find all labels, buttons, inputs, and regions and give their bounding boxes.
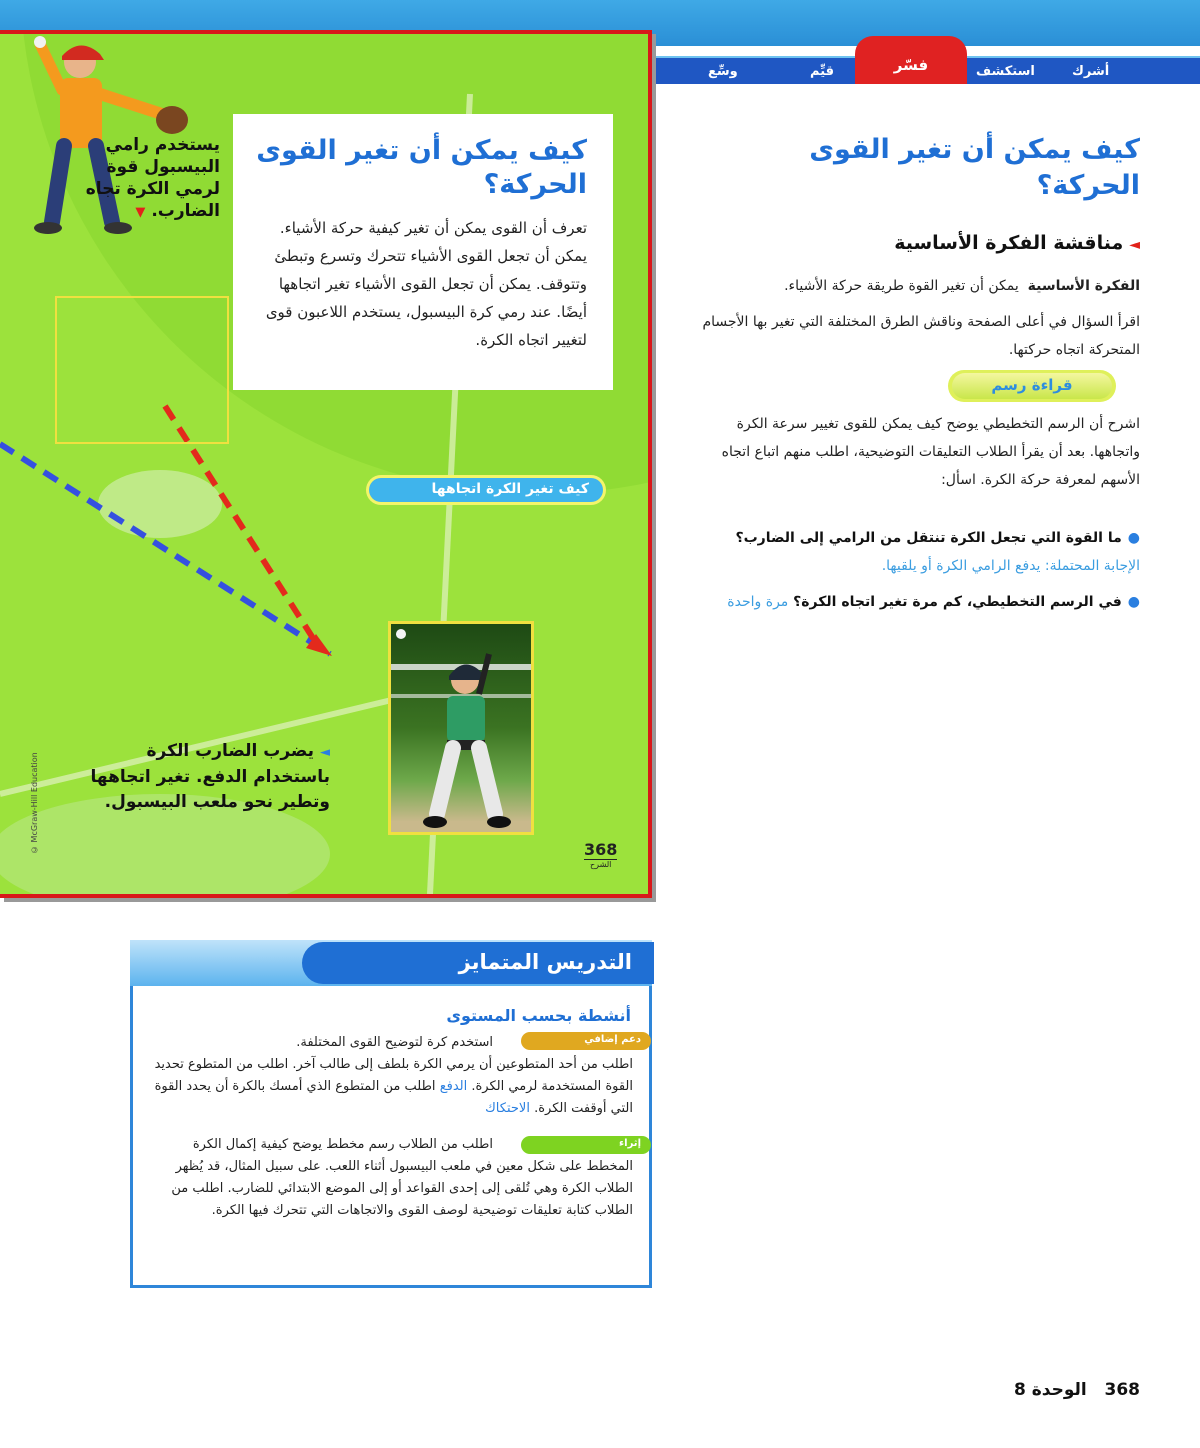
reading-diagram-pill: قراءة رسم <box>948 370 1116 402</box>
instruction-text: اقرأ السؤال في أعلى الصفحة وناقش الطرق المختلفة التي تغير بها الأجسام المتحركة اتجاه حركتها. <box>702 314 1140 358</box>
keyword-push: الدفع <box>439 1079 468 1094</box>
pitcher-photo-frame <box>55 296 229 444</box>
question-2: ●في الرسم التخطيطي، كم مرة تغير اتجاه الكرة؟ مرة واحدة <box>727 594 1140 610</box>
question-1: ●ما القوة التي تجعل الكرة تنتقل من الرامي إلى الضارب؟ الإجابة المحتملة: يدفع الرامي الكرة أو يلقيها. <box>735 530 1140 574</box>
caption-pointer-icon: ◄ <box>320 745 330 760</box>
bullet-icon: ● <box>1127 594 1140 610</box>
level-tag-extra-support: دعم إضافي <box>521 1032 651 1050</box>
nav-item-explore[interactable]: استكشف <box>976 64 1035 79</box>
section-arrow-icon: ◄ <box>1129 237 1140 253</box>
box-header-tab: التدريس المتمايز <box>302 942 654 984</box>
baseball-field-illustration <box>0 34 648 894</box>
levels-subheading: أنشطة بحسب المستوى <box>446 1006 631 1025</box>
keyword-friction: الاحتكاك <box>485 1101 530 1116</box>
student-page-number: 368 الشرح <box>584 840 618 869</box>
caption-arrow-icon: ▼ <box>135 205 146 220</box>
box-header <box>130 940 652 986</box>
level1-lead: استخدم كرة لتوضيح القوى المختلفة. <box>296 1035 493 1050</box>
batter-figure <box>391 624 534 835</box>
answer-1: الإجابة المحتملة: يدفع الرامي الكرة أو يلقيها. <box>881 558 1140 574</box>
section-heading: ◄مناقشة الفكرة الأساسية <box>894 232 1140 254</box>
student-page <box>0 30 652 898</box>
pitcher-caption: يستخدم رامي البيسبول قوة لرمي الكرة تجاه الضارب. ▼ <box>85 135 220 221</box>
page-footer: 368 الوحدة 8 <box>1013 1380 1140 1400</box>
main-idea: الفكرة الأساسية يمكن أن تغير القوة طريقة حركة الأشياء. <box>784 278 1140 294</box>
answer-2: مرة واحدة <box>727 594 789 610</box>
nav-item-evaluate[interactable]: قيِّم <box>810 64 835 79</box>
batter-caption: ◄ يضرب الضارب الكرة باستخدام الدفع. تغير اتجاهها وتطير نحو ملعب البيسبول. <box>90 741 330 812</box>
lesson-text-box <box>233 114 613 390</box>
teacher-title: كيف يمكن أن تغير القوى الحركة؟ <box>809 134 1140 201</box>
level1-text: اطلب من أحد المتطوعين أن يرمي الكرة بلطف إلى طالب آخر. اطلب من المتطوع تحديد القوة المستخدمة لرمي الكرة. الدفع اطلب من المتطوع الذي أمسك بالكرة أن يحدد القوة التي أوقفت الكرة. الاحتكاك <box>154 1057 633 1116</box>
level2-text: اطلب من الطلاب رسم مخطط يوضح كيفية إكمال الكرة المخطط على شكل معين في ملعب البيسبول أثناء اللعب. على سبيل المثال، قد يُظهر الطلاب الكرة وهي تُلقى إلى إحدى القواعد أو إلى الموضع الابتدائي للضارب. اطلب من الطلاب كتابة تعليقات توضيحية لوصف القوى والاتجاهات التي تتحرك فيها الكرة. <box>171 1137 633 1218</box>
copyright-credit: © McGraw-Hill Education <box>30 752 39 854</box>
diagram-caption-pill: كيف تغير الكرة اتجاهها <box>366 475 606 505</box>
nav-item-engage[interactable]: أشرك <box>1072 64 1110 79</box>
reading-text: اشرح أن الرسم التخطيطي يوضح كيف يمكن للقوى تغيير سرعة الكرة واتجاهها. بعد أن يقرأ الطلاب التعليقات التوضيحية، اطلب منهم اتباع اتجاه الأسهم لمعرفة حركة الكرة. اسأل: <box>721 416 1140 488</box>
lesson-question-title: كيف يمكن أن تغير القوى الحركة؟ <box>256 135 587 200</box>
bullet-icon: ● <box>1127 530 1140 546</box>
nav-item-extend[interactable]: وسِّع <box>708 64 738 79</box>
lesson-body-text: تعرف أن القوى يمكن أن تغير كيفية حركة الأشياء. يمكن أن تجعل القوى الأشياء تتحرك وتسرع وتبطئ وتتوقف. يمكن أن تجعل القوى الأشياء تغير اتجاهها أيضًا. عند رمي كرة البيسبول، يستخدم اللاعبون قوى لتغيير اتجاه الكرة. <box>265 219 587 349</box>
differentiated-instruction-box <box>130 940 652 1288</box>
level-tag-enrichment: إثراء <box>521 1136 651 1154</box>
batter-photo <box>388 621 534 835</box>
nav-item-explain-active[interactable]: فسّر <box>855 36 967 84</box>
